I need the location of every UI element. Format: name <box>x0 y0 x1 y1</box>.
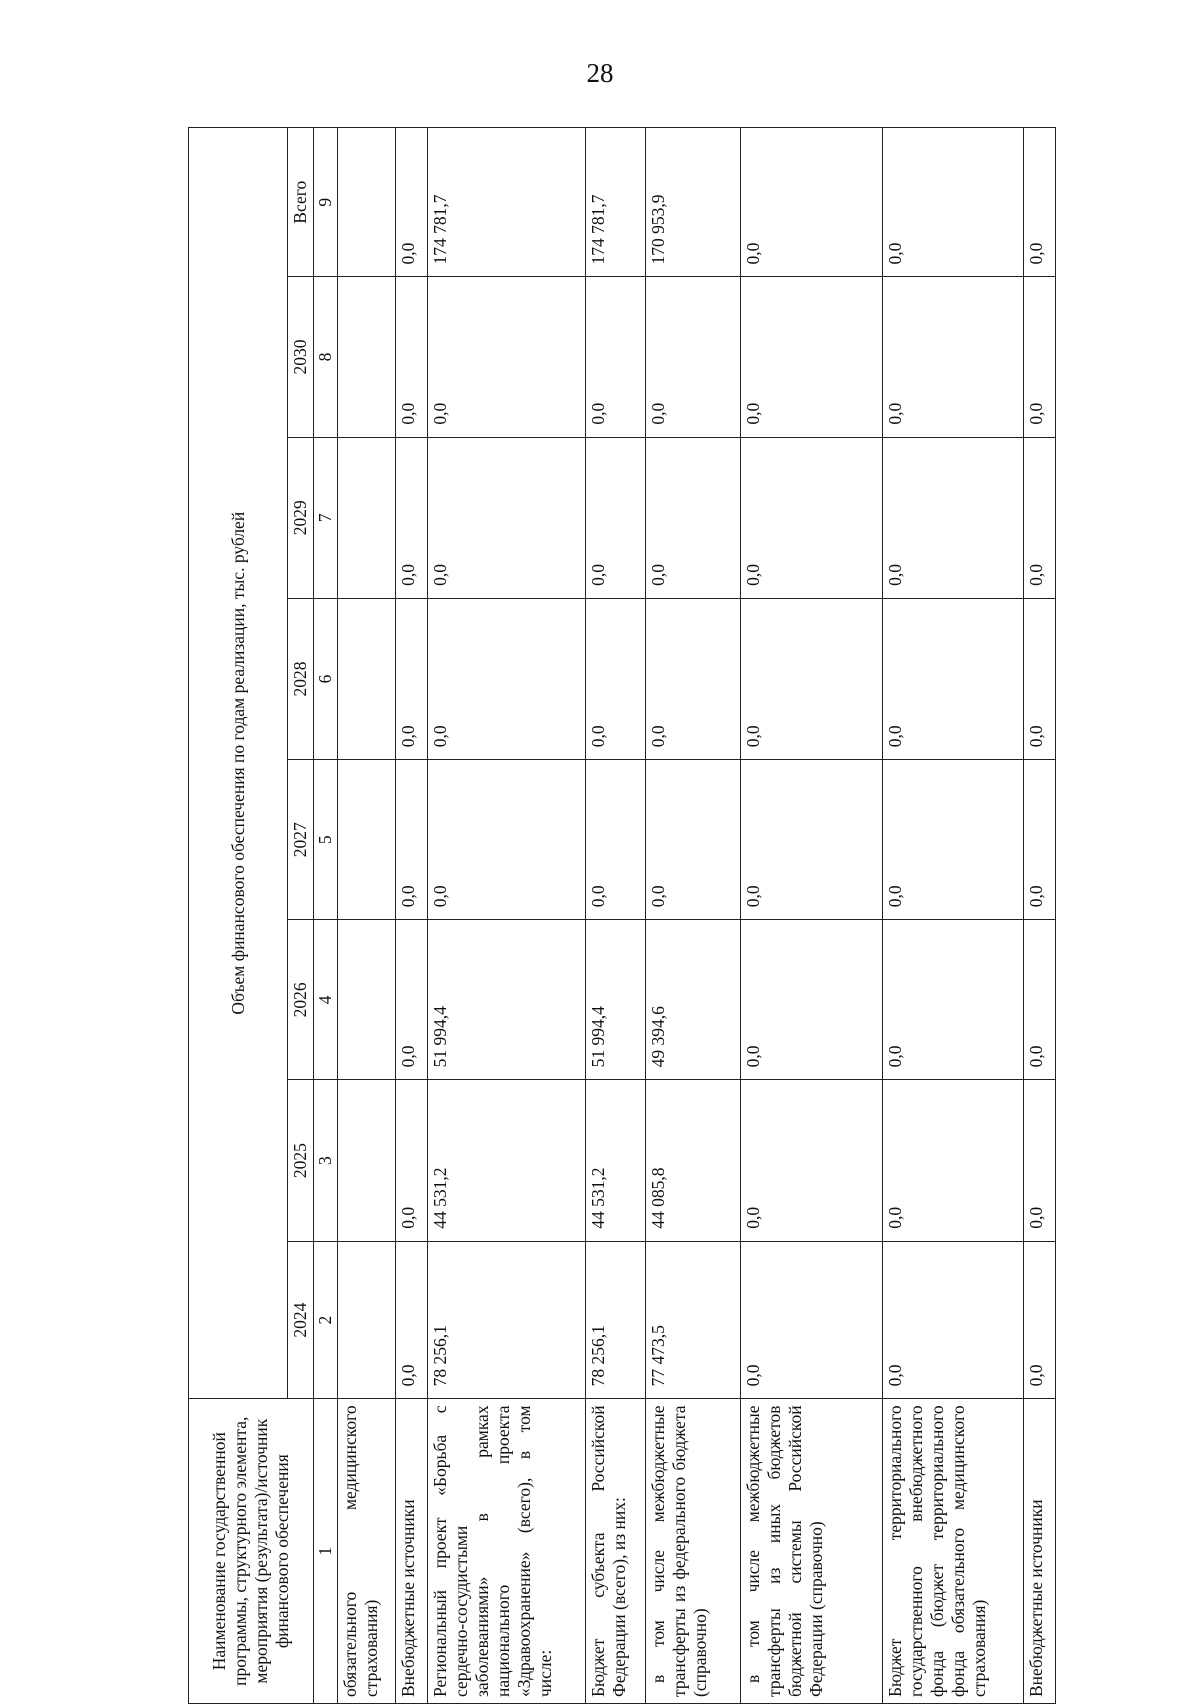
row-value: 0,0 <box>741 598 883 759</box>
row-value: 0,0 <box>427 598 586 759</box>
row-value: 0,0 <box>645 437 741 598</box>
row-value: 0,0 <box>396 920 427 1080</box>
row-value: 0,0 <box>1024 760 1056 920</box>
row-value <box>338 760 396 920</box>
row-value: 49 394,6 <box>645 920 741 1080</box>
table-row <box>1024 128 1056 1704</box>
column-number: 8 <box>314 277 338 437</box>
row-value: 0,0 <box>882 1080 1024 1241</box>
row-value: 44 085,8 <box>645 1080 741 1241</box>
table-row <box>741 128 883 1704</box>
row-name: обязательного медицинского страхования) <box>338 1399 396 1704</box>
table-row <box>338 128 396 1704</box>
row-value: 0,0 <box>396 1080 427 1241</box>
row-value: 0,0 <box>427 277 586 437</box>
row-value: 51 994,4 <box>586 920 645 1080</box>
row-value: 0,0 <box>741 277 883 437</box>
row-value: 0,0 <box>1024 277 1056 437</box>
header-year: 2029 <box>288 437 314 598</box>
row-value: 0,0 <box>586 437 645 598</box>
row-value: 78 256,1 <box>586 1241 645 1399</box>
row-name: Внебюджетные источники <box>396 1399 427 1704</box>
header-year: 2030 <box>288 277 314 437</box>
row-value: 0,0 <box>741 760 883 920</box>
row-name: Региональный проект «Борьба с сердечно-сосудистыми заболеваниями» в рамках национального проекта «Здравоохранение» (всего), в том числе: <box>427 1399 586 1704</box>
row-value: 0,0 <box>645 277 741 437</box>
row-value: 0,0 <box>396 598 427 759</box>
row-value: 0,0 <box>741 437 883 598</box>
row-value: 0,0 <box>1024 1080 1056 1241</box>
column-number: 2 <box>314 1241 338 1399</box>
row-value: 77 473,5 <box>645 1241 741 1399</box>
row-value: 0,0 <box>741 920 883 1080</box>
header-year: 2025 <box>288 1080 314 1241</box>
table-row <box>882 128 1024 1704</box>
row-value: 0,0 <box>882 1241 1024 1399</box>
row-value: 0,0 <box>396 277 427 437</box>
row-value: 170 953,9 <box>645 128 741 277</box>
header-year: 2027 <box>288 760 314 920</box>
header-volume-title: Объем финансового обеспечения по годам реализации, тыс. рублей <box>189 128 288 1399</box>
header-year: 2026 <box>288 920 314 1080</box>
header-name-column: Наименование государственной программы, структурного элемента, мероприятия (результата)/источник финансового обеспечения <box>189 1399 314 1704</box>
row-value: 0,0 <box>882 437 1024 598</box>
row-name: в том числе межбюджетные трансферты из иных бюджетов бюджетной системы Российской Федерации (справочно) <box>741 1399 883 1704</box>
table-row <box>396 128 427 1704</box>
row-value <box>338 437 396 598</box>
row-value: 0,0 <box>645 598 741 759</box>
row-value: 44 531,2 <box>586 1080 645 1241</box>
row-value <box>338 1241 396 1399</box>
row-value: 0,0 <box>1024 437 1056 598</box>
row-value: 174 781,7 <box>586 128 645 277</box>
row-name: в том числе межбюджетные трансферты из федерального бюджета (справочно) <box>645 1399 741 1704</box>
row-value: 0,0 <box>882 128 1024 277</box>
column-number: 4 <box>314 920 338 1080</box>
row-name: Бюджет субъекта Российской Федерации (всего), из них: <box>586 1399 645 1704</box>
row-value: 0,0 <box>1024 598 1056 759</box>
table-row <box>645 128 741 1704</box>
row-value: 0,0 <box>741 1241 883 1399</box>
column-number: 1 <box>314 1399 338 1704</box>
row-value <box>338 277 396 437</box>
column-number: 5 <box>314 760 338 920</box>
table-row <box>427 128 586 1704</box>
column-number: 6 <box>314 598 338 759</box>
row-value: 0,0 <box>396 437 427 598</box>
page-number: 28 <box>586 58 614 88</box>
row-value: 0,0 <box>882 760 1024 920</box>
rotated-table-wrapper <box>188 127 1056 1704</box>
row-value: 0,0 <box>586 277 645 437</box>
table-row <box>586 128 645 1704</box>
row-value: 44 531,2 <box>427 1080 586 1241</box>
row-value: 0,0 <box>396 1241 427 1399</box>
header-year: Всего <box>288 128 314 277</box>
row-value: 0,0 <box>741 128 883 277</box>
row-value <box>338 598 396 759</box>
column-number: 7 <box>314 437 338 598</box>
row-value: 0,0 <box>396 128 427 277</box>
row-value: 0,0 <box>396 760 427 920</box>
column-number: 9 <box>314 128 338 277</box>
row-value: 0,0 <box>427 760 586 920</box>
row-value: 0,0 <box>1024 920 1056 1080</box>
header-year: 2024 <box>288 1241 314 1399</box>
row-value <box>338 920 396 1080</box>
row-value: 0,0 <box>427 437 586 598</box>
row-value: 0,0 <box>645 760 741 920</box>
row-value: 0,0 <box>741 1080 883 1241</box>
row-value: 0,0 <box>586 760 645 920</box>
row-name: Бюджет территориального государственного внебюджетного фонда (бюджет территориального фонда обязательного медицинского страхования) <box>882 1399 1024 1704</box>
row-value: 0,0 <box>1024 128 1056 277</box>
row-value: 51 994,4 <box>427 920 586 1080</box>
row-value: 78 256,1 <box>427 1241 586 1399</box>
row-value: 0,0 <box>882 920 1024 1080</box>
row-name: Внебюджетные источники <box>1024 1399 1056 1704</box>
column-number: 3 <box>314 1080 338 1241</box>
header-year: 2028 <box>288 598 314 759</box>
row-value: 0,0 <box>1024 1241 1056 1399</box>
table-landscape <box>188 127 1056 1704</box>
row-value: 0,0 <box>586 598 645 759</box>
row-value <box>338 1080 396 1241</box>
row-value: 174 781,7 <box>427 128 586 277</box>
row-value: 0,0 <box>882 598 1024 759</box>
financing-table <box>188 127 1056 1704</box>
row-value: 0,0 <box>882 277 1024 437</box>
row-value <box>338 128 396 277</box>
